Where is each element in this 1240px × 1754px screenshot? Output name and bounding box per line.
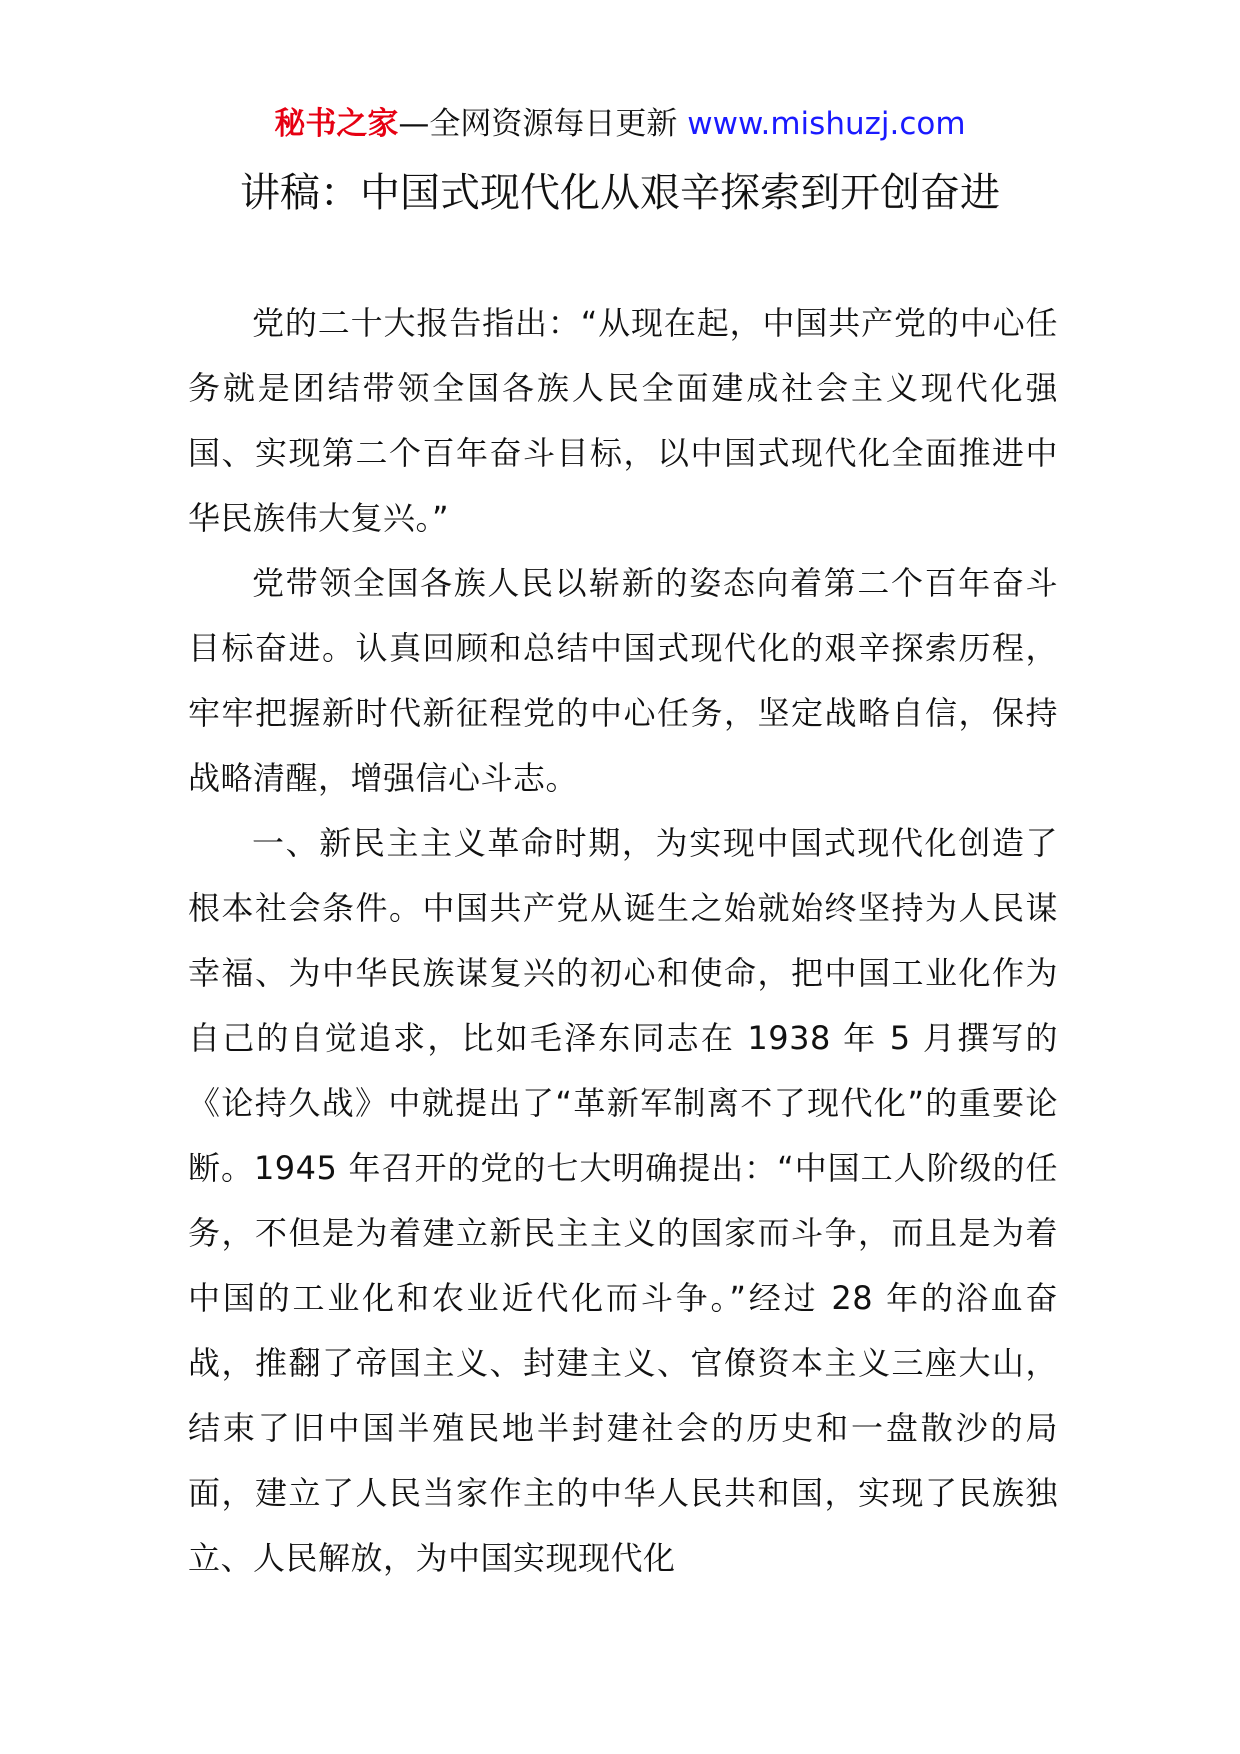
site-url-link[interactable]: www.mishuzj.com bbox=[687, 106, 966, 142]
document-title: 讲稿：中国式现代化从艰辛探索到开创奋进 bbox=[240, 170, 1000, 216]
site-header bbox=[0, 100, 1240, 148]
site-brand: 秘书之家 bbox=[274, 106, 399, 142]
paragraph-1: 党的二十大报告指出：“从现在起，中国共产党的中心任务就是团结带领全国各族人民全面建成社会主义现代化强国、实现第二个百年奋斗目标，以中国式现代化全面推进中华民族伟大复兴。” bbox=[188, 304, 1058, 537]
document-body bbox=[188, 291, 1058, 1591]
site-tagline: —全网资源每日更新 bbox=[398, 106, 678, 142]
paragraph-3: 一、新民主主义革命时期，为实现中国式现代化创造了根本社会条件。中国共产党从诞生之始就始终坚持为人民谋幸福、为中华民族谋复兴的初心和使命，把中国工业化作为自己的自觉追求，比如毛泽东同志在 1938 年 5 月撰写的《论持久战》中就提出了“革新军制离不了现代化”的重要论断。1945 年召开的党的七大明确提出：“中国工人阶级的任务，不但是为着建立新民主主义的国家而斗争，而且是为着中国的工业化和农业近代化而斗争。”经过 28 年的浴血奋战，推翻了帝国主义、封建主义、官僚资本主义三座大山，结束了旧中国半殖民地半封建社会的历史和一盘散沙的局面，建立了人民当家作主的中华人民共和国，实现了民族独立、人民解放，为中国实现现代化 bbox=[188, 824, 1058, 1577]
paragraph-2: 党带领全国各族人民以崭新的姿态向着第二个百年奋斗目标奋进。认真回顾和总结中国式现代化的艰辛探索历程，牢牢把握新时代新征程党的中心任务，坚定战略自信，保持战略清醒，增强信心斗志。 bbox=[188, 564, 1058, 797]
